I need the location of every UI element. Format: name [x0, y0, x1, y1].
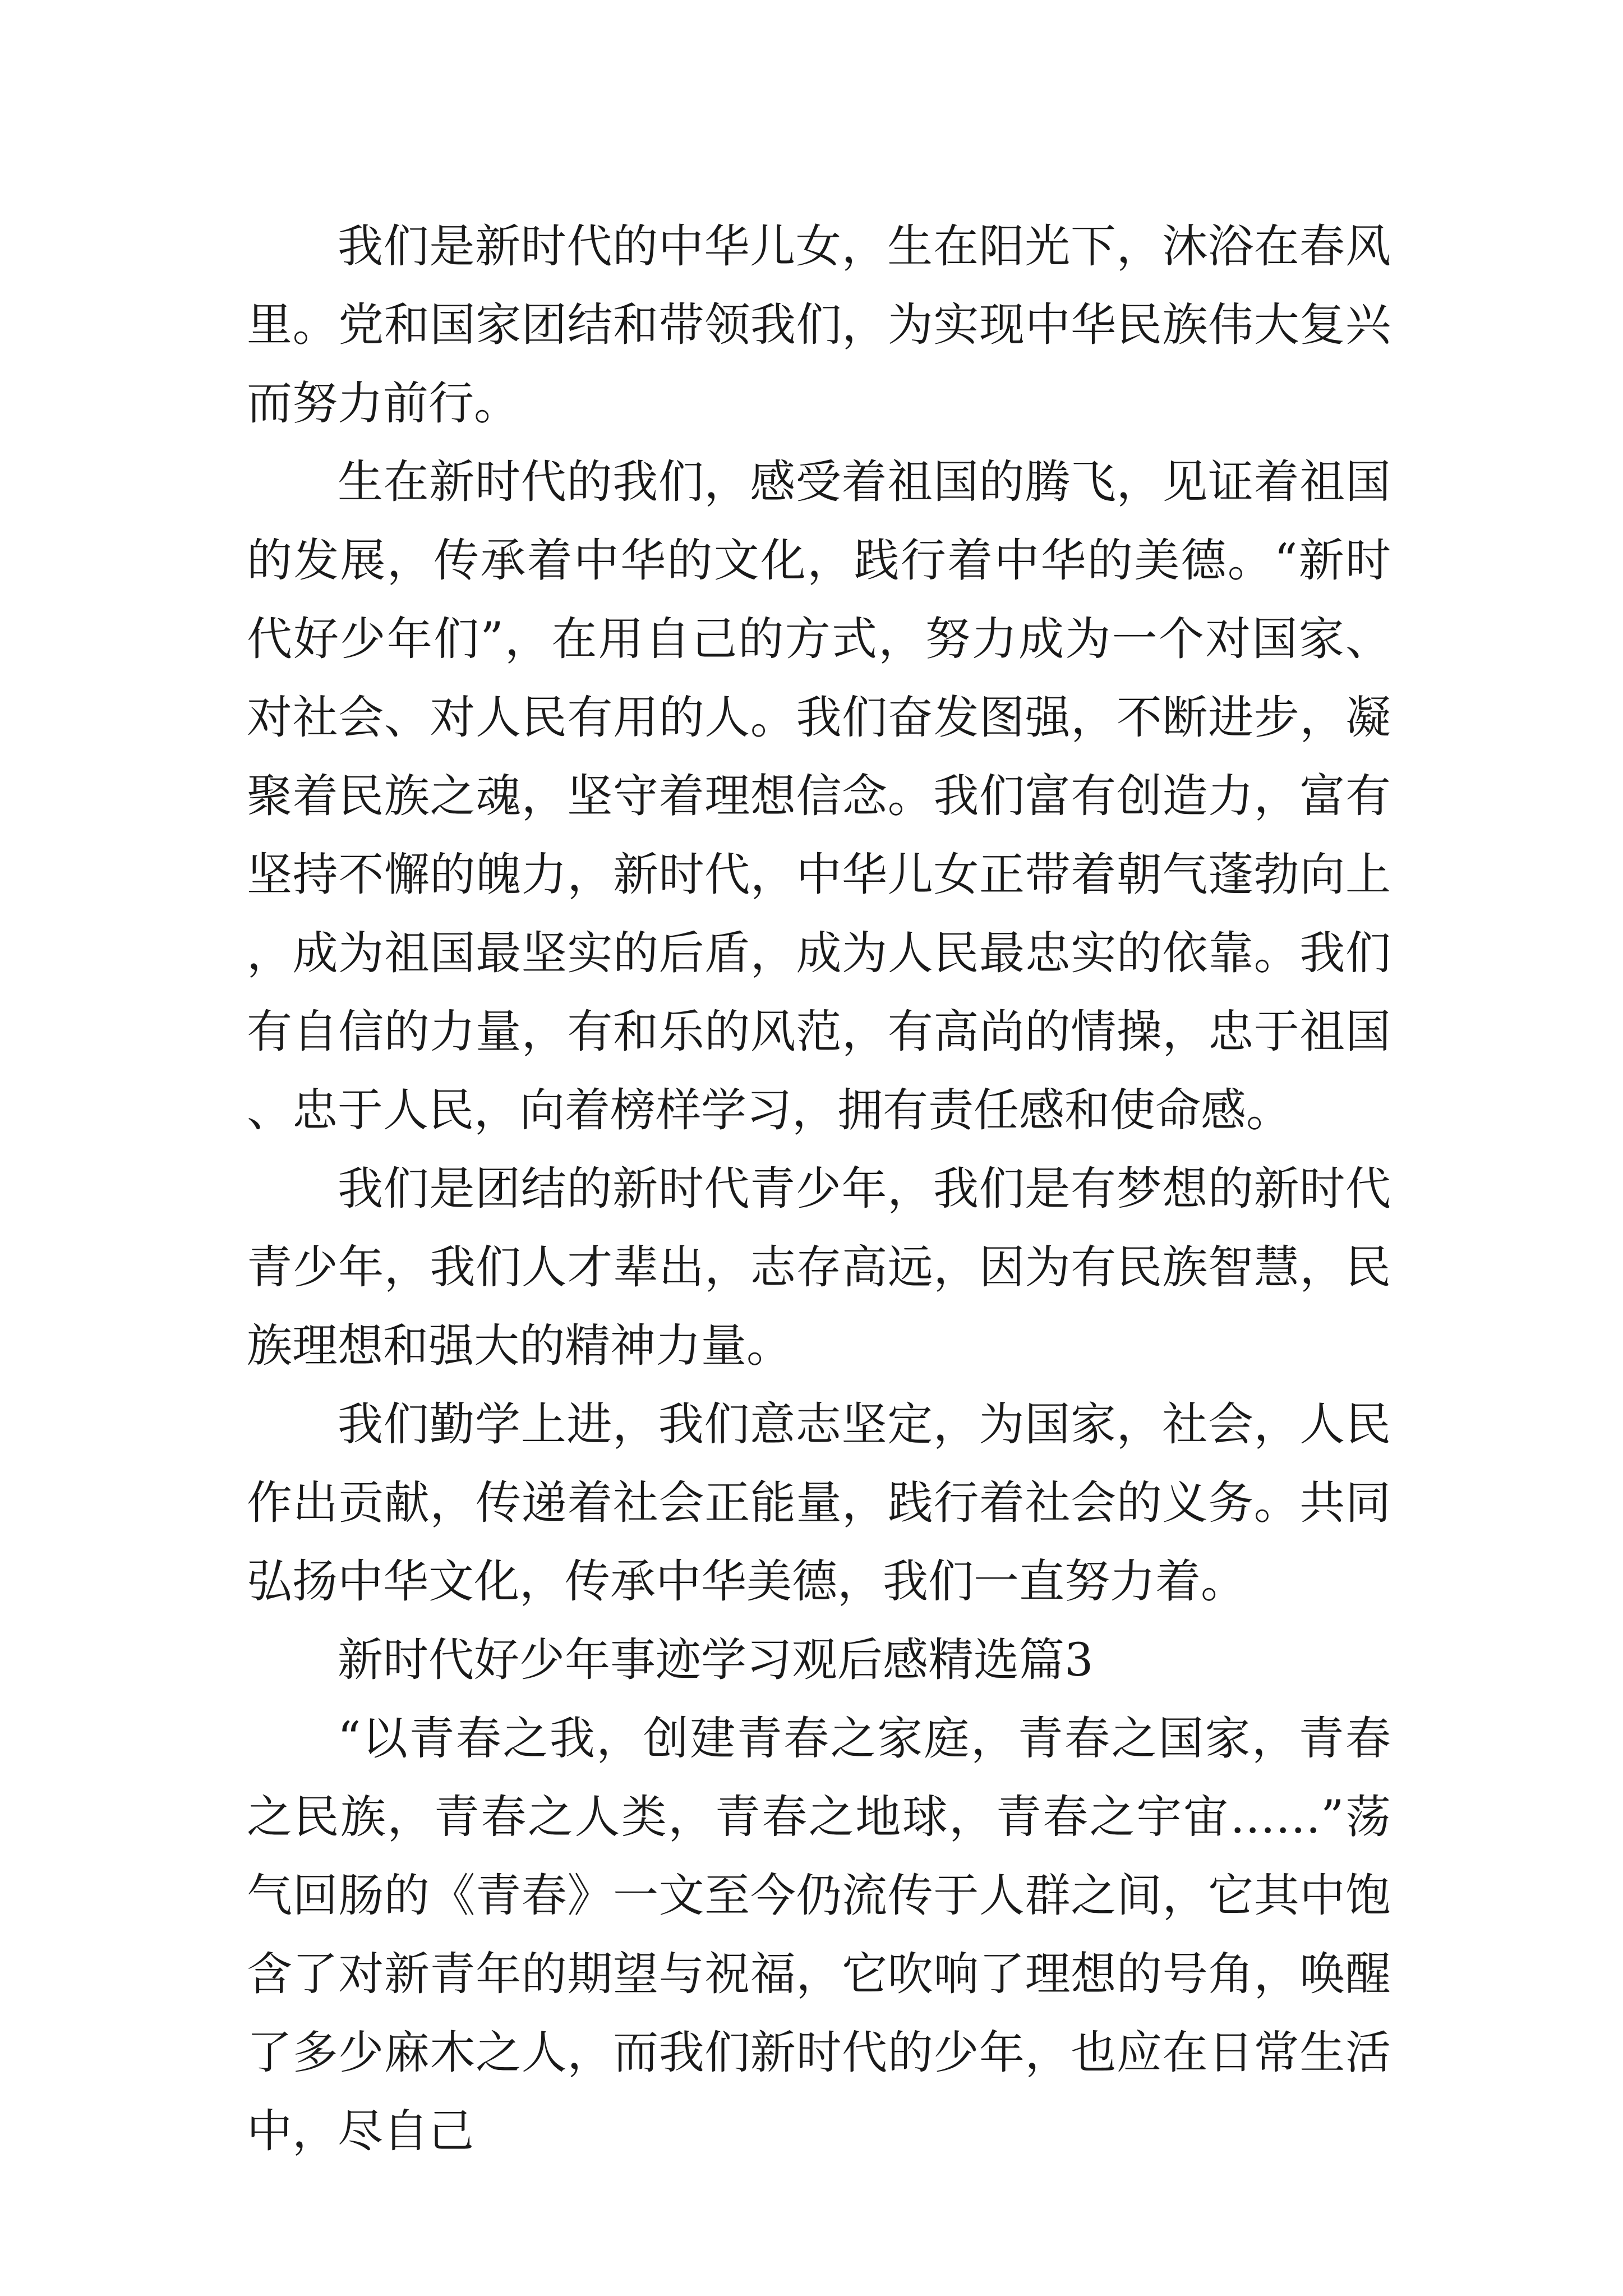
paragraph-2: 生在新时代的我们，感受着祖国的腾飞，见证着祖国的发展，传承着中华的文化，践行着中华的美德。“新时代好少年们”，在用自己的方式，努力成为一个对国家、对社会、对人民有用的人。我们奋发图强，不断进步，凝聚着民族之魂，坚守着理想信念。我们富有创造力，富有坚持不懈的魄力，新时代，中华儿女正带着朝气蓬勃向上，成为祖国最坚实的后盾，成为人民最忠实的依靠。我们有自信的力量，有和乐的风范，有高尚的情操，忠于祖国、忠于人民，向着榜样学习，拥有责任感和使命感。	[247, 456, 1391, 1137]
section-heading: 新时代好少年事迹学习观后感精选篇3	[338, 1634, 1094, 1687]
paragraph-4: 我们勤学上进，我们意志坚定，为国家，社会，人民作出贡献，传递着社会正能量，践行着社会的义务。共同弘扬中华文化，传承中华美德，我们一直努力着。	[247, 1398, 1391, 1608]
paragraph-3: 我们是团结的新时代青少年，我们是有梦想的新时代青少年，我们人才辈出，志存高远，因为有民族智慧，民族理想和强大的精神力量。	[247, 1163, 1391, 1373]
body-text	[247, 208, 1391, 2171]
paragraph-1: 我们是新时代的中华儿女，生在阳光下，沐浴在春风里。党和国家团结和带领我们，为实现中华民族伟大复兴而努力前行。	[247, 220, 1391, 430]
paragraph-5: “以青春之我，创建青春之家庭，青春之国家，青春之民族，青春之人类，青春之地球，青春之宇宙……”荡气回肠的《青春》一文至今仍流传于人群之间，它其中饱含了对新青年的期望与祝福，它吹响了理想的号角，唤醒了多少麻木之人，而我们新时代的少年，也应在日常生活中，尽自己	[247, 1713, 1391, 2158]
